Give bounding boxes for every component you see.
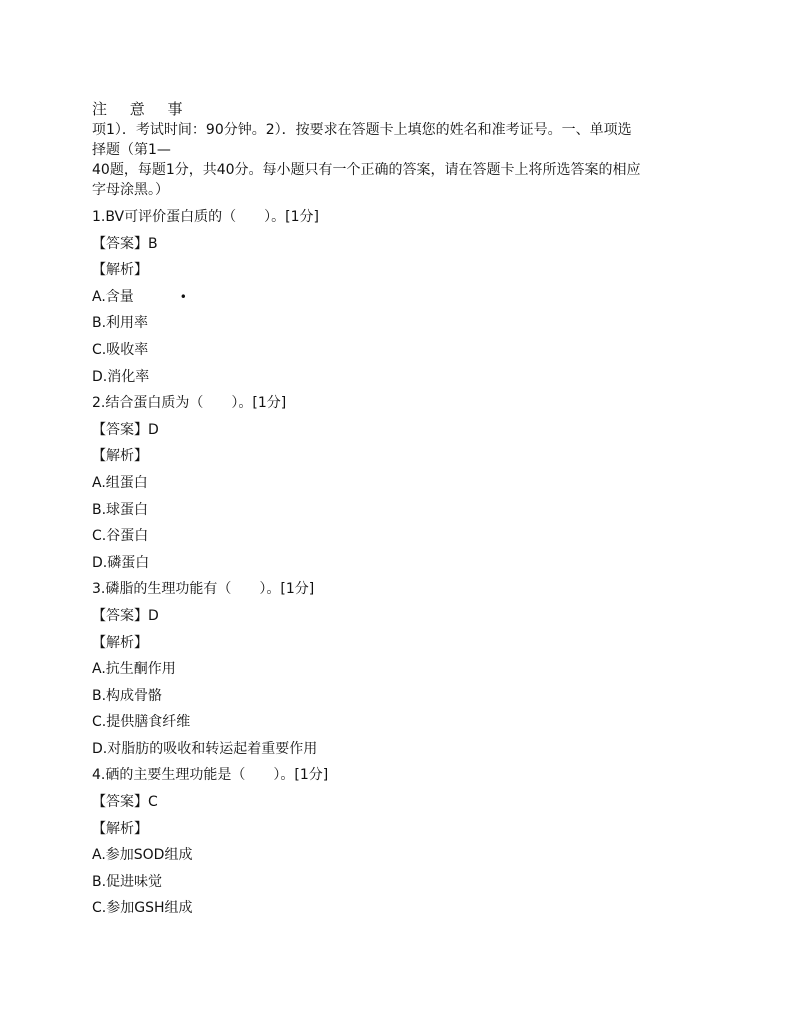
analysis-label: 【解析】 [92, 634, 148, 651]
question-stem: 4.硒的主要生理功能是（ ）。[1分] [92, 767, 329, 784]
notice-line: 40题，每题1分，共40分。每小题只有一个正确的答案，请在答题卡上将所选答案的相应 [92, 162, 641, 178]
question-list [92, 204, 732, 922]
answer-line: 【答案】D [92, 421, 159, 438]
option-b: B.构成骨骼 [92, 687, 163, 704]
question-3 [92, 576, 732, 762]
question-stem: 1.BV可评价蛋白质的（ ）。[1分] [92, 209, 319, 225]
question-4 [92, 762, 732, 922]
answer-line: 【答案】C [92, 794, 158, 811]
option-d: D.对脂肪的吸收和转运起着重要作用 [92, 740, 318, 757]
option-b: B.利用率 [92, 315, 149, 332]
analysis-label: 【解析】 [92, 262, 148, 279]
answer-line: 【答案】D [92, 607, 159, 624]
option-b: B.球蛋白 [92, 501, 149, 518]
notice-body [92, 120, 732, 200]
option-c: C.吸收率 [92, 341, 149, 358]
option-a: A.抗生酮作用 [92, 661, 176, 678]
option-c: C.提供膳食纤维 [92, 714, 191, 731]
option-b: B.促进味觉 [92, 873, 163, 890]
answer-line: 【答案】B [92, 235, 158, 252]
option-c: C.谷蛋白 [92, 528, 149, 545]
option-d: D.消化率 [92, 368, 150, 385]
notice-line: 字母涂黑。） [92, 182, 169, 198]
notice-title: 注 意 事 [92, 100, 192, 118]
notice-line: 项1）．考试时间：90分钟。2）．按要求在答题卡上填您的姓名和准考证号。一、单项选 [92, 122, 632, 138]
question-1 [92, 204, 732, 390]
bullet-mark: • [179, 289, 187, 304]
option-c: C.参加GSH组成 [92, 900, 193, 917]
question-stem: 3.磷脂的生理功能有（ ）。[1分] [92, 581, 315, 598]
option-a [92, 284, 732, 311]
analysis-label: 【解析】 [92, 448, 148, 465]
option-a: A.组蛋白 [92, 474, 148, 491]
option-label: A.含量 [92, 288, 134, 305]
analysis-label: 【解析】 [92, 820, 148, 837]
option-d: D.磷蛋白 [92, 554, 150, 571]
question-2 [92, 390, 732, 576]
document-page [92, 98, 732, 922]
option-a: A.参加SOD组成 [92, 847, 193, 864]
notice-line: 择题（第1— [92, 142, 171, 158]
question-stem: 2.结合蛋白质为（ ）。[1分] [92, 395, 287, 412]
